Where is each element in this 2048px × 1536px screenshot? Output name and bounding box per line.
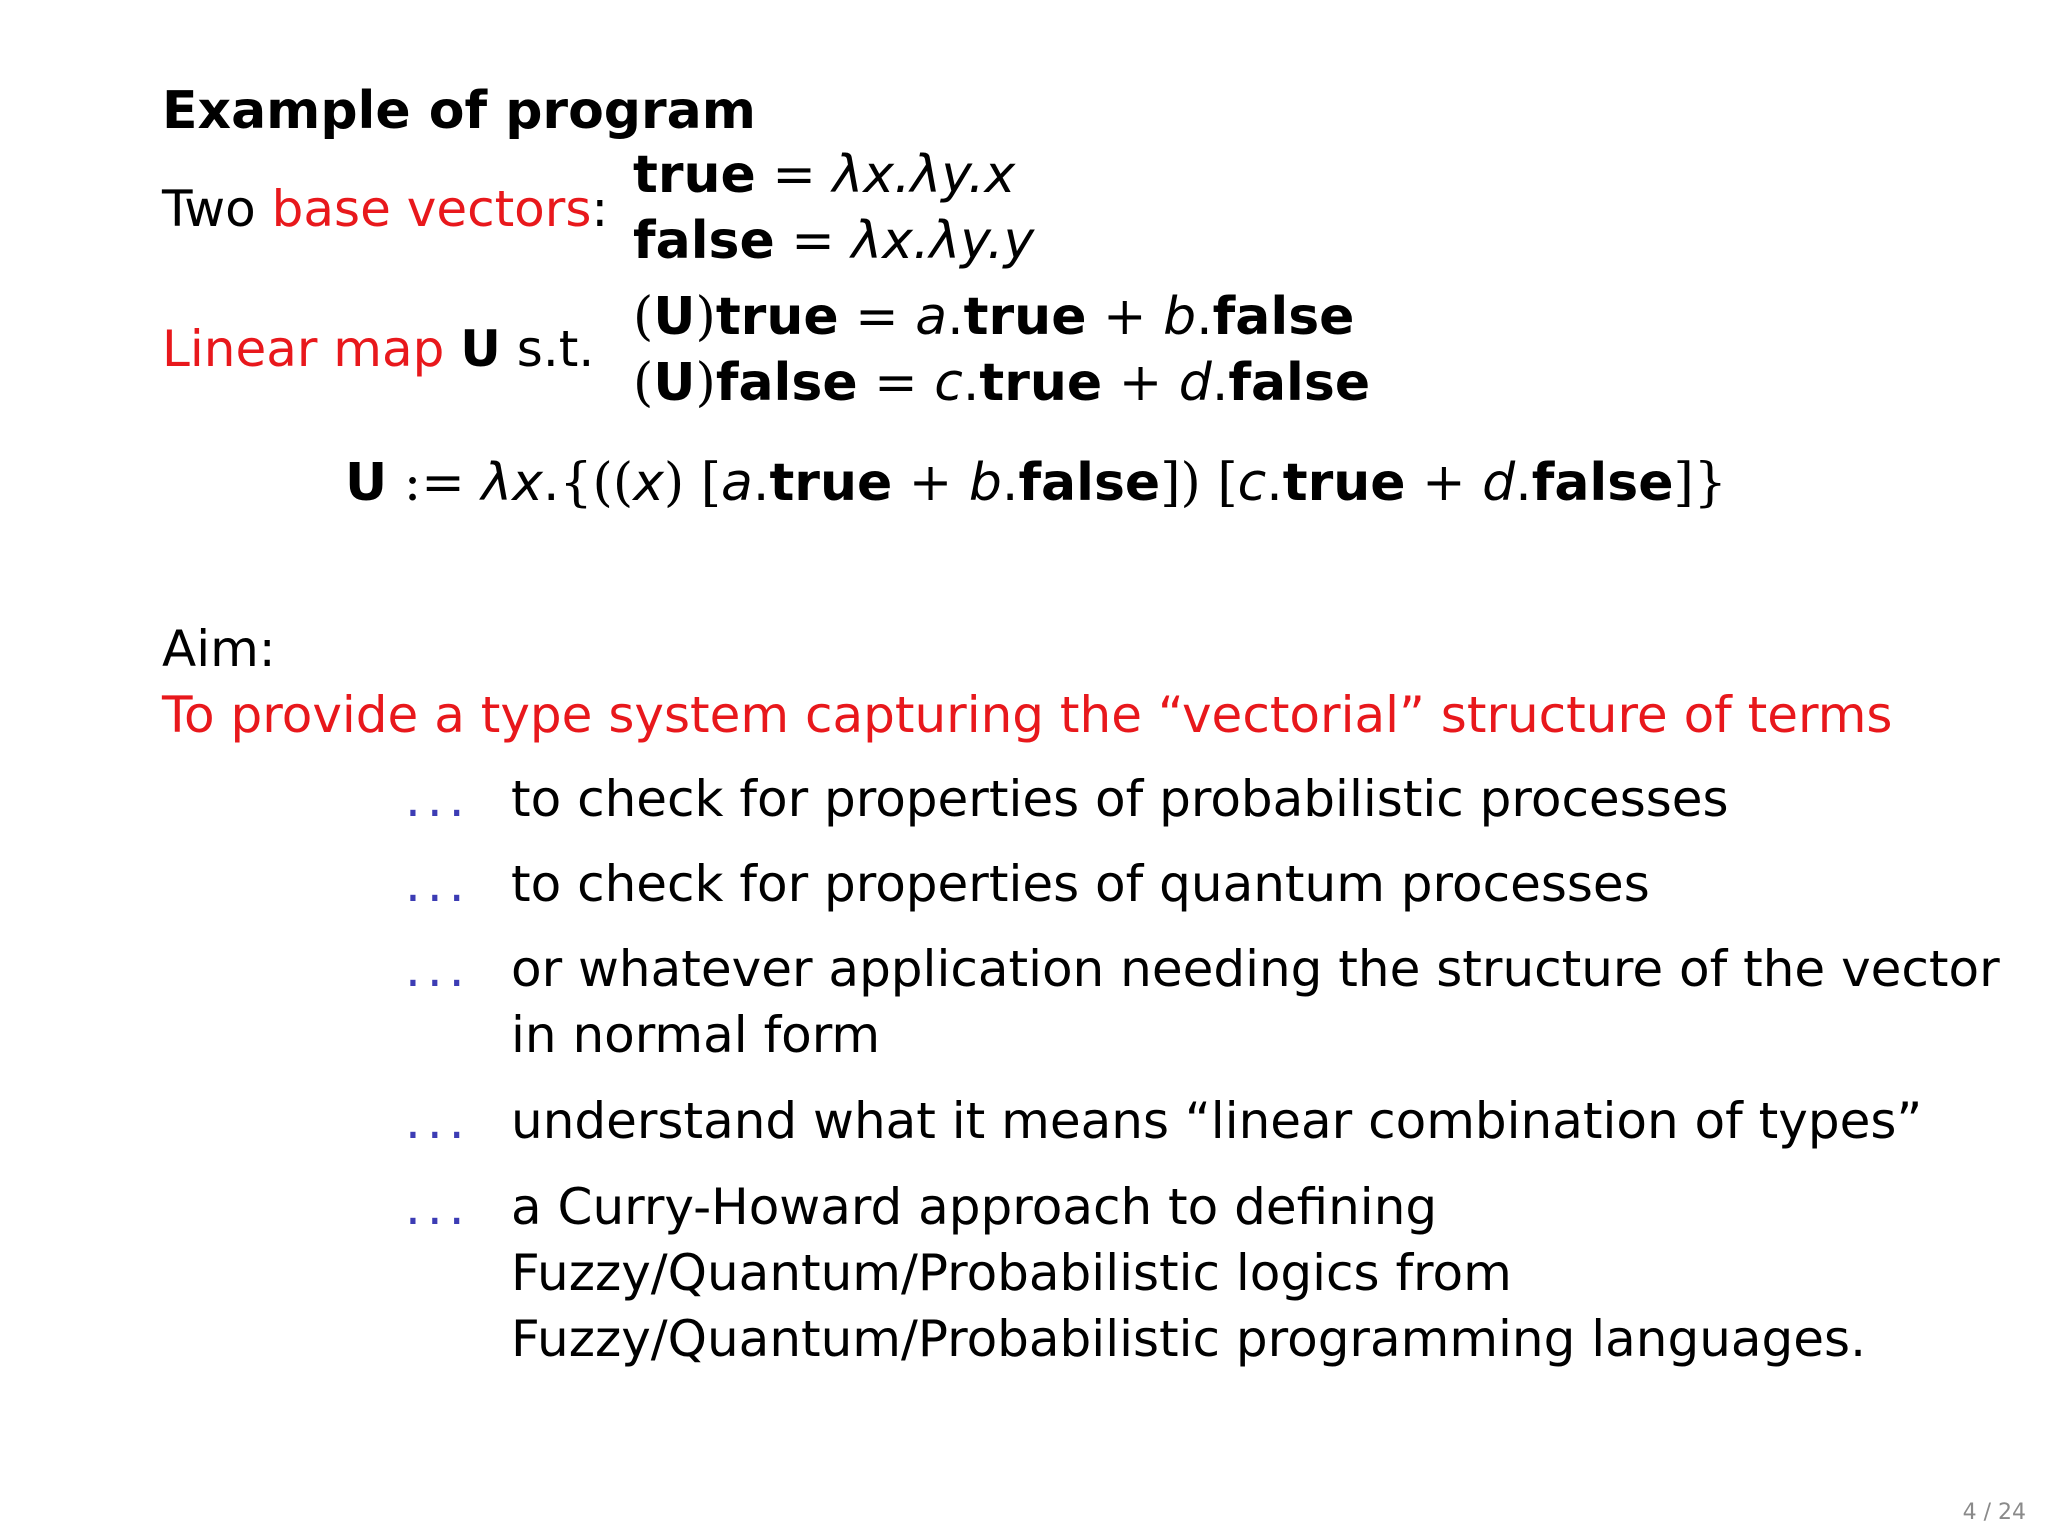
page-number: 4 / 24 bbox=[1962, 1500, 2026, 1525]
aim-statement: To provide a type system capturing the “vectorial” structure of terms bbox=[162, 686, 1893, 744]
list-item-text: to check for properties of quantum processes bbox=[511, 855, 1650, 913]
base-vectors-highlight: base vectors bbox=[271, 180, 592, 238]
false-definition bbox=[633, 208, 1034, 274]
slide-title: Example of program bbox=[162, 81, 756, 141]
u-true-equation: (U)true = a.true + b.false bbox=[633, 287, 1355, 347]
aim-label: Aim: bbox=[162, 620, 276, 678]
base-vectors-label-prefix: Two bbox=[162, 180, 272, 238]
bullet-ellipsis: ... bbox=[405, 855, 471, 913]
bullet-ellipsis: ... bbox=[405, 1178, 471, 1236]
equals-sign: = bbox=[791, 211, 835, 271]
false-lhs: false bbox=[633, 211, 775, 271]
list-item-text: in normal form bbox=[511, 1006, 881, 1064]
bullet-ellipsis: ... bbox=[405, 1092, 471, 1150]
list-item-text: to check for properties of probabilistic processes bbox=[511, 770, 1729, 828]
true-rhs: λx.λy.x bbox=[832, 145, 1016, 205]
base-vectors-label-suffix: : bbox=[591, 180, 609, 238]
bullet-ellipsis: ... bbox=[405, 940, 471, 998]
list-item-text: Fuzzy/Quantum/Probabilistic logics from bbox=[511, 1244, 1512, 1302]
u-false-equation: (U)false = c.true + d.false bbox=[633, 353, 1371, 413]
list-item-text: Fuzzy/Quantum/Probabilistic programming languages. bbox=[511, 1310, 1866, 1368]
list-item-text: a Curry-Howard approach to defining bbox=[511, 1178, 1438, 1236]
base-vectors-label bbox=[162, 176, 608, 242]
linear-map-suffix: s.t. bbox=[516, 320, 595, 378]
list-item-text: or whatever application needing the structure of the vector bbox=[511, 940, 2000, 998]
linear-map-label bbox=[162, 316, 594, 382]
true-lhs: true bbox=[633, 145, 756, 205]
equals-sign: = bbox=[772, 145, 816, 205]
linear-map-symbol: U bbox=[460, 320, 501, 378]
u-definition: U := λx.{((x) [a.true + b.false]) [c.true + d.false]} bbox=[345, 453, 1727, 513]
false-rhs: λx.λy.y bbox=[851, 211, 1035, 271]
bullet-ellipsis: ... bbox=[405, 770, 471, 828]
list-item-text: understand what it means “linear combination of types” bbox=[511, 1092, 1923, 1150]
true-definition bbox=[633, 142, 1015, 208]
linear-map-highlight: Linear map bbox=[162, 320, 445, 378]
